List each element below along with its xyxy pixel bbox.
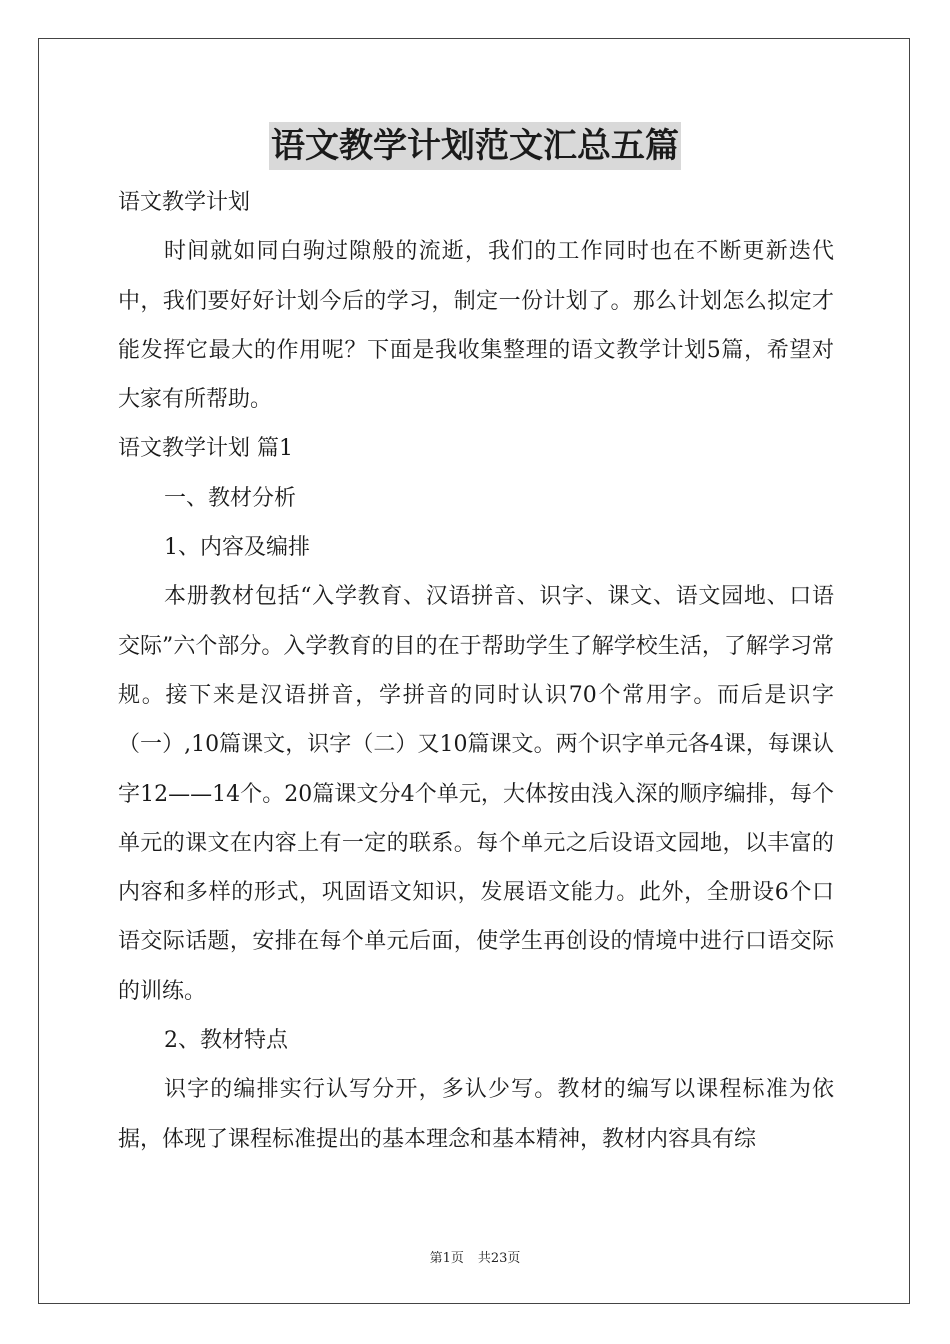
- paragraph: 本册教材包括“入学教育、汉语拼音、识字、课文、语文园地、口语交际”六个部分。入学教育的目的在于帮助学生了解学校生活，了解学习常规。接下来是汉语拼音，学拼音的同时认识70个常用字。而后是识字（一）,10篇课文，识字（二）又10篇课文。两个识字单元各4课，每课认字12——14个。20篇课文分4个单元，大体按由浅入深的顺序编排，每个单元的课文在内容上有一定的联系。每个单元之后设语文园地，以丰富的内容和多样的形式，巩固语文知识，发展语文能力。此外，全册设6个口语交际话题，安排在每个单元后面，使学生再创设的情境中进行口语交际的训练。: [118, 584, 834, 1004]
- title-container: [0, 122, 950, 170]
- page-total: 共23页: [477, 1251, 521, 1266]
- document-body: [118, 178, 834, 1164]
- section-heading: 语文教学计划 篇1: [118, 436, 293, 462]
- paragraph: 识字的编排实行认写分开，多认少写。教材的编写以课程标准为依据，体现了课程标准提出的基本理念和基本精神，教材内容具有综: [118, 1077, 834, 1152]
- subsection-heading: 1、内容及编排: [164, 535, 310, 561]
- paragraph-heading: 语文教学计划: [118, 190, 251, 215]
- document-title: 语文教学计划范文汇总五篇: [269, 122, 681, 170]
- page-number: 第1页: [429, 1251, 464, 1266]
- paragraph: 时间就如同白驹过隙般的流逝，我们的工作同时也在不断更新迭代中，我们要好好计划今后的学习，制定一份计划了。那么计划怎么拟定才能发挥它最大的作用呢？下面是我收集整理的语文教学计划5篇，希望对大家有所帮助。: [118, 239, 834, 413]
- subsection-heading: 2、教材特点: [164, 1028, 288, 1054]
- page-footer: [0, 1247, 950, 1266]
- subsection-heading: 一、教材分析: [164, 485, 297, 511]
